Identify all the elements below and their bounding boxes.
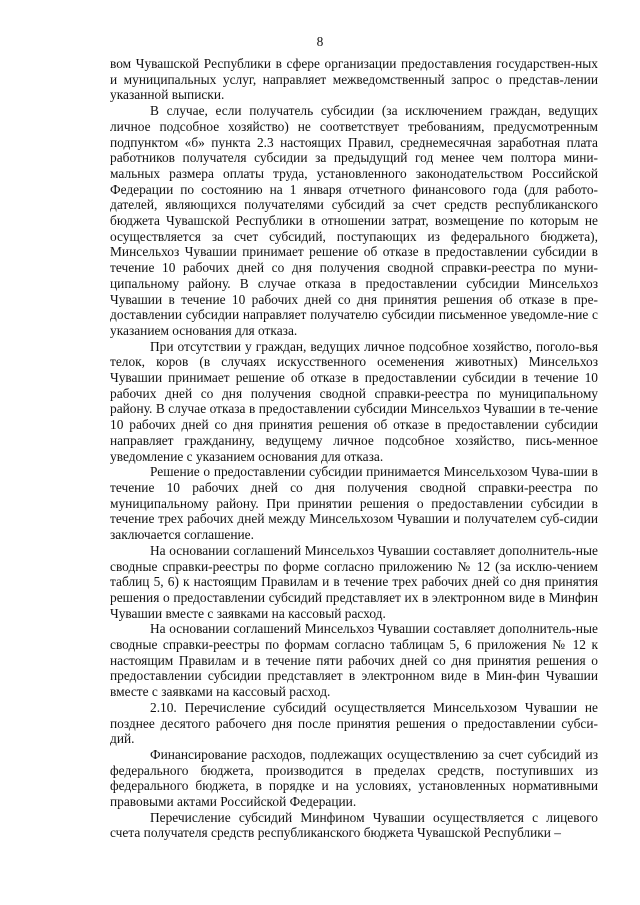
paragraph: В случае, если получатель субсидии (за исключением граждан, ведущих личное подсобное хозяйство) не соответствует требованиям, предусмотренным подпунктом «б» пункта 2.3 настоящих Правил, среднемесячная заработная плата работников получателя субсидии за предыдущий год менее чем полтора мини-мальных размера оплаты труда, установленного законодательством Российской Федерации по состоянию на 1 января отчетного финансового года (для работо-дателей, являющихся получателями субсидий за счет средств республиканского бюджета Чувашской Республики в отношении затрат, возмещение по которым не осуществляется за счет субсидий, поступающих из федерального бюджета), Минсельхоз Чувашии принимает решение об отказе в предоставлении субсидии в течение 10 рабочих дней со дня получения сводной справки-реестра по муни-ципальному району. В случае отказа в предоставлении субсидии Минсельхоз Чувашии в течение 10 рабочих дней со дня принятия решения об отказе в пре-доставлении субсидии направляет получателю субсидии письменное уведомле-ние с указанием основания для отказа. bbox=[110, 103, 598, 338]
paragraph: На основании соглашений Минсельхоз Чувашии составляет дополнитель-ные сводные справки-реестры по форме согласно приложению № 12 (за исклю-чением таблиц 5, 6) к настоящим Правилам и в течение трех рабочих дней со дня принятия решения о предоставлении субсидий представляет их в электронном виде в Минфин Чувашии вместе с заявками на кассовый расход. bbox=[110, 542, 598, 621]
paragraph: Финансирование расходов, подлежащих осуществлению за счет субсидий из федерального бюджета, производится в пределах средств, поступивших из федерального бюджета, в порядке и на условиях, установленных нормативными правовыми актами Российской Федерации. bbox=[110, 746, 598, 810]
page-number: 8 bbox=[316, 34, 324, 49]
paragraph: При отсутствии у граждан, ведущих личное подсобное хозяйство, поголо-вья телок, коров (в случаях искусственного осеменения животных) Минсельхоз Чувашии принимает решение об отказе в предоставлении субсидии в течение 10 рабочих дней со дня получения сводной справки-реестра по муниципальному району. В случае отказа в предоставлении субсидии Минсельхоз Чувашии в те-чение 10 рабочих дней со дня принятия решения об отказе в предоставлении субсидии направляет гражданину, ведущему личное подсобное хозяйство, пись-менное уведомление с указанием основания для отказа. bbox=[110, 338, 598, 464]
paragraph: На основании соглашений Минсельхоз Чувашии составляет дополнитель-ные сводные справки-реестры по формам согласно таблицам 5, 6 приложения № 12 к настоящим Правилам и в течение пяти рабочих дней со дня принятия решения о предоставлении субсидии представляет в электронном виде в Мин-фин Чувашии вместе с заявками на кассовый расход. bbox=[110, 621, 598, 700]
body-text bbox=[110, 56, 598, 841]
paragraph: Перечисление субсидий Минфином Чувашии осуществляется с лицевого счета получателя средств республиканского бюджета Чувашской Республики – bbox=[110, 809, 598, 841]
paragraph: Решение о предоставлении субсидии принимается Минсельхозом Чува-шии в течение 10 рабочих дней со дня получения сводной справки-реестра по муниципальному району. При принятии решения о предоставлении субсидии в течение трех рабочих дней между Минсельхозом Чувашии и получателем суб-сидии заключается соглашение. bbox=[110, 464, 598, 543]
paragraph-section-2-10: 2.10. Перечисление субсидий осуществляется Минсельхозом Чувашии не позднее десятого рабочего дня после принятия решения о предоставлении субси-дий. bbox=[110, 699, 598, 747]
paragraph-continued: вом Чувашской Республики в сфере организации предоставления государствен-ных и муниципальных услуг, направляет межведомственный запрос о представ-лении указанной выписки. bbox=[110, 56, 598, 103]
